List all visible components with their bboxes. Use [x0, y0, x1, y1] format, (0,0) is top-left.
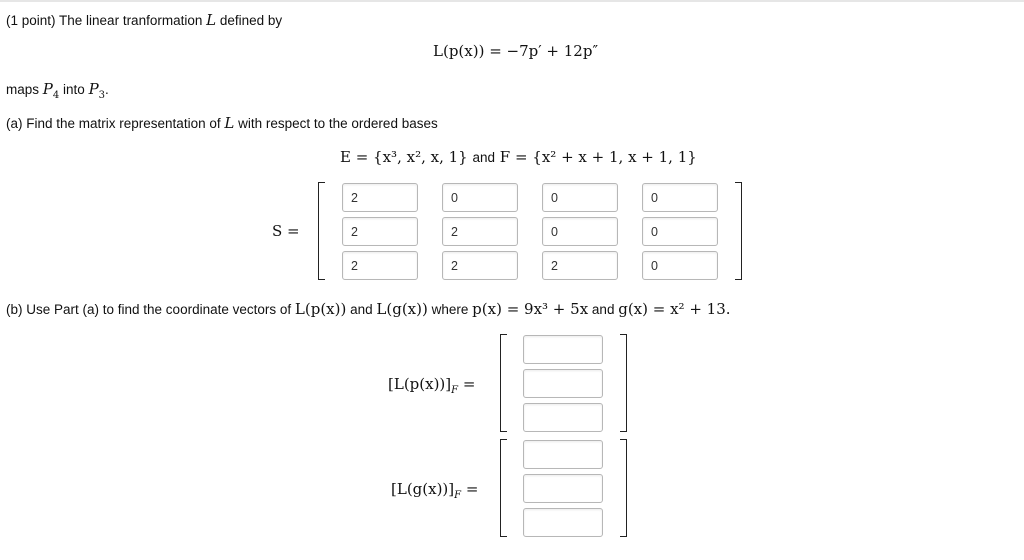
- matrix-cell[interactable]: [342, 251, 418, 280]
- definition-equation: L(p(x)) = −7p′ + 12p″: [433, 42, 599, 60]
- vec-g-entry[interactable]: [523, 508, 603, 537]
- vec-g-label: [391, 480, 478, 501]
- part-b-and: and: [350, 302, 373, 317]
- basis-e: E = {x³, x², x, 1}: [340, 148, 468, 166]
- space-to-sub: 3: [98, 90, 106, 101]
- vec-g-equals: =: [465, 480, 479, 498]
- part-a-prefix: (a) Find the matrix representation of: [6, 116, 221, 131]
- space-to: P: [88, 80, 99, 98]
- matrix-label: S =: [272, 222, 300, 240]
- part-b-prompt: [6, 300, 731, 318]
- part-a-suffix: with respect to the ordered bases: [238, 116, 438, 131]
- matrix-right-bracket: [735, 182, 742, 280]
- part-b-where: where: [431, 302, 469, 317]
- maps-into: into: [63, 82, 85, 97]
- vec-p-bracket: [L(p(x))]: [388, 375, 452, 393]
- vec-g-sub: F: [454, 490, 462, 501]
- vec-g-bracket: [L(g(x))]: [391, 480, 455, 498]
- matrix-cell[interactable]: [642, 251, 718, 280]
- space-from: P: [42, 80, 53, 98]
- bases-and: and: [472, 150, 496, 165]
- vec-p-right-bracket: [620, 334, 627, 432]
- space-from-sub: 4: [52, 90, 60, 101]
- basis-f: F = {x² + x + 1, x + 1, 1}: [499, 148, 697, 166]
- matrix-cell[interactable]: [442, 217, 518, 246]
- part-a-var: L: [224, 114, 235, 132]
- part-b-prefix: (b) Use Part (a) to find the coordinate vectors of: [6, 302, 292, 317]
- matrix-cell[interactable]: [442, 251, 518, 280]
- vec-g-right-bracket: [620, 439, 627, 537]
- intro-line: [6, 11, 282, 29]
- vec-p-label: [388, 375, 475, 396]
- lp-expr: L(p(x)): [294, 300, 347, 318]
- lg-expr: L(g(x)): [376, 300, 428, 318]
- maps-end: .: [105, 82, 109, 97]
- matrix-cell[interactable]: [442, 183, 518, 212]
- vec-p-sub: F: [451, 385, 459, 396]
- top-divider: [0, 0, 1024, 2]
- matrix-cell[interactable]: [542, 217, 618, 246]
- matrix-cell[interactable]: [542, 183, 618, 212]
- vec-p-entry[interactable]: [523, 403, 603, 432]
- matrix-left-bracket: [318, 182, 325, 280]
- vec-g-left-bracket: [500, 439, 507, 537]
- matrix-cell[interactable]: [642, 183, 718, 212]
- vec-p-entry[interactable]: [523, 369, 603, 398]
- vec-p-left-bracket: [500, 334, 507, 432]
- matrix-cell[interactable]: [642, 217, 718, 246]
- intro-suffix: defined by: [219, 13, 283, 28]
- maps-prefix: maps: [6, 82, 40, 97]
- maps-line: [6, 80, 109, 101]
- vec-g-entry[interactable]: [523, 474, 603, 503]
- part-b-and2: and: [591, 302, 615, 317]
- part-a-prompt: [6, 114, 438, 132]
- matrix-cell[interactable]: [342, 183, 418, 212]
- matrix-cell[interactable]: [342, 217, 418, 246]
- g-definition: g(x) = x² + 13.: [618, 300, 731, 318]
- vec-p-equals: =: [462, 375, 476, 393]
- vec-g-entry[interactable]: [523, 440, 603, 469]
- intro-prefix: (1 point) The linear tranformation: [6, 13, 203, 28]
- matrix-cell[interactable]: [542, 251, 618, 280]
- intro-var: L: [206, 11, 217, 29]
- p-definition: p(x) = 9x³ + 5x: [472, 300, 589, 318]
- bases-line: [340, 148, 697, 166]
- vec-p-entry[interactable]: [523, 335, 603, 364]
